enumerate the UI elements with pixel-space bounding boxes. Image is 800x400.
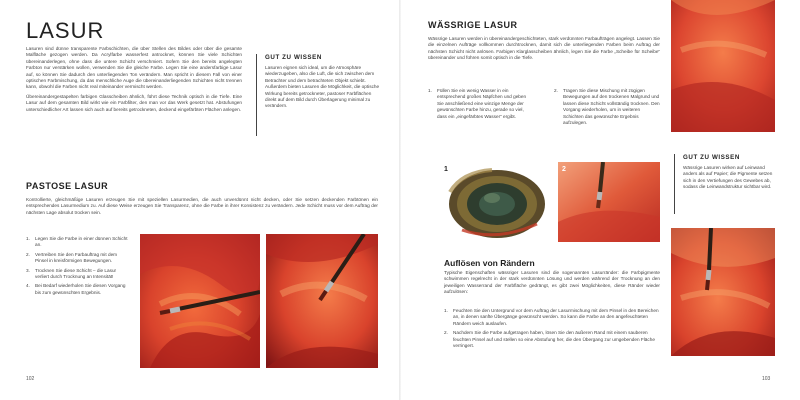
waessrige-steps-col-1 xyxy=(428,88,534,123)
photo-poppy-brush-bottom-right xyxy=(671,228,775,356)
photo-poppy-top-right xyxy=(671,0,775,132)
tip-box-left xyxy=(256,54,382,136)
page-number-right: 103 xyxy=(762,376,771,382)
tip-box-right xyxy=(674,154,774,214)
section-title-pastose: PASTOSE LASUR xyxy=(26,181,109,191)
page-title-waessrige-lasur: WÄSSRIGE LASUR xyxy=(428,20,518,30)
lasur-intro xyxy=(26,46,242,116)
section-title-aufloesen: Auflösen von Rändern xyxy=(444,258,535,268)
aufloesen-step: 2. Nachdem Sie die Farbe aufgetragen haben, lösen Sie den äußeren Rand mit einem sauberen feuchten Pinsel auf und stellen so eine Abstufung her, die den Übergang zur umgebenden Fläche verringert. xyxy=(444,330,655,349)
lasur-intro-paragraph-2: Übereinandergestapelten farbigen Glasscheiben ähnlich, führt diese Technik optisch in die Tiefe. Eine Lasur auf dem gesamten Bild wirkt wie ein Farbfilter, den man vor das Werk gesetzt hat. Abstufungen unterschiedlicher Art lassen sich auch auf bereits getrockneten, deckend eingefärbten Flächen anlegen. xyxy=(26,93,242,112)
pastose-step: 4. Bei Bedarf wiederholen Sie diesen Vorgang bis zum gewünschten Ergebnis. xyxy=(26,283,126,295)
photo-poppy-brush-2 xyxy=(266,234,378,368)
waessrige-step: 2. Tragen Sie diese Mischung mit zügigen Bewegungen auf den trockenen Malgrund und lassen diese Schicht vollständig trocknen. Den Vorgang wiederholen, um in weiteren Schichten das gewünschte Ergebnis aufzulegen. xyxy=(554,88,660,126)
tip-title-left: GUT ZU WISSEN xyxy=(265,54,322,61)
pastose-step: 2. Vertreiben Sie den Farbauftrag mit dem Pinsel in kreisförmigen Bewegungen. xyxy=(26,251,118,264)
tip-text-left: Lasuren eignen sich ideal, um die Atmosphäre wiederzugeben, also die Luft, die sich zwischen dem Betrachter und dem betrachteten Objekt schiebt. Außerdem bieten Lasuren die Möglichkeit, die optische Wirkung bereits getrockneter, pastoser Farbflächen direkt auf dem Bild durch Überlagerung minimal zu verändern. xyxy=(265,65,380,109)
pastose-step: 1. Legen Sie die Farbe in einer dünnen Schicht an. xyxy=(26,236,128,248)
photo-label-1: 1 xyxy=(444,166,448,173)
page-title-lasur: LASUR xyxy=(26,18,105,43)
photo-paint-pot xyxy=(442,162,552,242)
photo-orange-wash-brush xyxy=(558,162,660,242)
page-number-left: 102 xyxy=(26,376,35,382)
waessrige-intro: Wässrige Lasuren werden in übereinandergeschichteten, stark verdünnten Farbaufträgen angelegt. Lassen Sie die einzelnen Aufträge vollkommen durchtrocknen, damit sich die unterliegenden Farben beim Auftrag der nächsten Schicht nicht anlösen. Farbigen Klarglasscheiben ähnlich, legen Sie die Farbe „Scheibe für Scheibe“ übereinander und führen somit optisch in die Tiefe. xyxy=(428,36,660,61)
aufloesen-step: 1. Feuchten Sie den Untergrund vor dem Auftrag der Lasurmischung mit dem Pinsel in den Bereichen an, in denen sanfte Übergänge gewünscht werden. So kann die Farbe an den angefeuchteten Rändern weich auslaufen. xyxy=(444,308,659,326)
waessrige-steps-col-2 xyxy=(554,88,660,129)
lasur-intro-paragraph-1: Lasuren sind dünne transparente Farbschichten, die über Stellen des Bildes oder über die gesamte Malfläche gezogen werden. Da Acrylfarbe wasserfest antrocknet, können Sie viele Schichten übereinanderlegen, ohne dass die untere Schicht verschmiert. Sofern Sie den bereits angelegten Farbton nur verstärken wollen, verwenden Sie die gleiche Farbe. Legen Sie eine andersfarbige Lasur auf, so können Sie dadurch den unterliegenden Ton verändern. Man spricht in diesem Fall von einer optischen Farbmischung, da das menschliche Auge die übereinanderliegenden Schichten nicht trennen kann, obwohl die Farben nicht real miteinander vermischt werden. xyxy=(26,46,242,90)
aufloesen-text: Typische Eigenschaften wässriger Lasuren sind die sogenannten Lasurränder: die Farbpigmente schwimmen regelrecht in der stark verdünnten Lösung und werden während der Trocknung an den jeweiligen Wasserrand der Farbfläche gedrängt, es gibt zwei Möglichkeiten, diese Ränder wieder aufzulösen: xyxy=(444,270,660,295)
tip-title-right: GUT ZU WISSEN xyxy=(683,154,740,161)
photo-label-2: 2 xyxy=(562,166,566,173)
page-gutter xyxy=(399,0,401,400)
pastose-text: Kontrollierte, gleichmäßige Lasuren erzeugen Sie mit speziellen Lasurmedien, die auch unverdünnt nicht decken, oder Sie setzen deckenden Farbtönen ein entsprechendes Lasurmedium zu. Auf diese Weise erzeugen Sie Transparenz, ohne die Farbe in ihrer Konsistenz zu verändern. Jede Schicht muss vor dem Auftrag der nächsten Lage absolut trocken sein. xyxy=(26,197,378,215)
photo-poppy-brush-1 xyxy=(140,234,260,368)
pastose-step: 3. Trocknen Sie diese Schicht – die Lasur verliert durch Trocknung an Intensität! xyxy=(26,267,117,280)
tip-text-right: Wässrige Lasuren wirken auf Leinwand anders als auf Papier; die Pigmente setzen sich in den Vertiefungen des Gewebes ab, sodass die Leinwandstruktur sichtbar wird. xyxy=(683,165,773,190)
waessrige-step: 1. Füllen Sie ein wenig Wasser in ein entsprechend großes Näpfchen und geben Sie anschließend eine winzige Menge der gewünschten Farbe hinzu, gerade so viel, dass ein „eingefärbtes Wasser“ ergibt. xyxy=(428,88,527,119)
aufloesen-steps xyxy=(444,308,660,352)
pastose-steps xyxy=(26,236,130,299)
